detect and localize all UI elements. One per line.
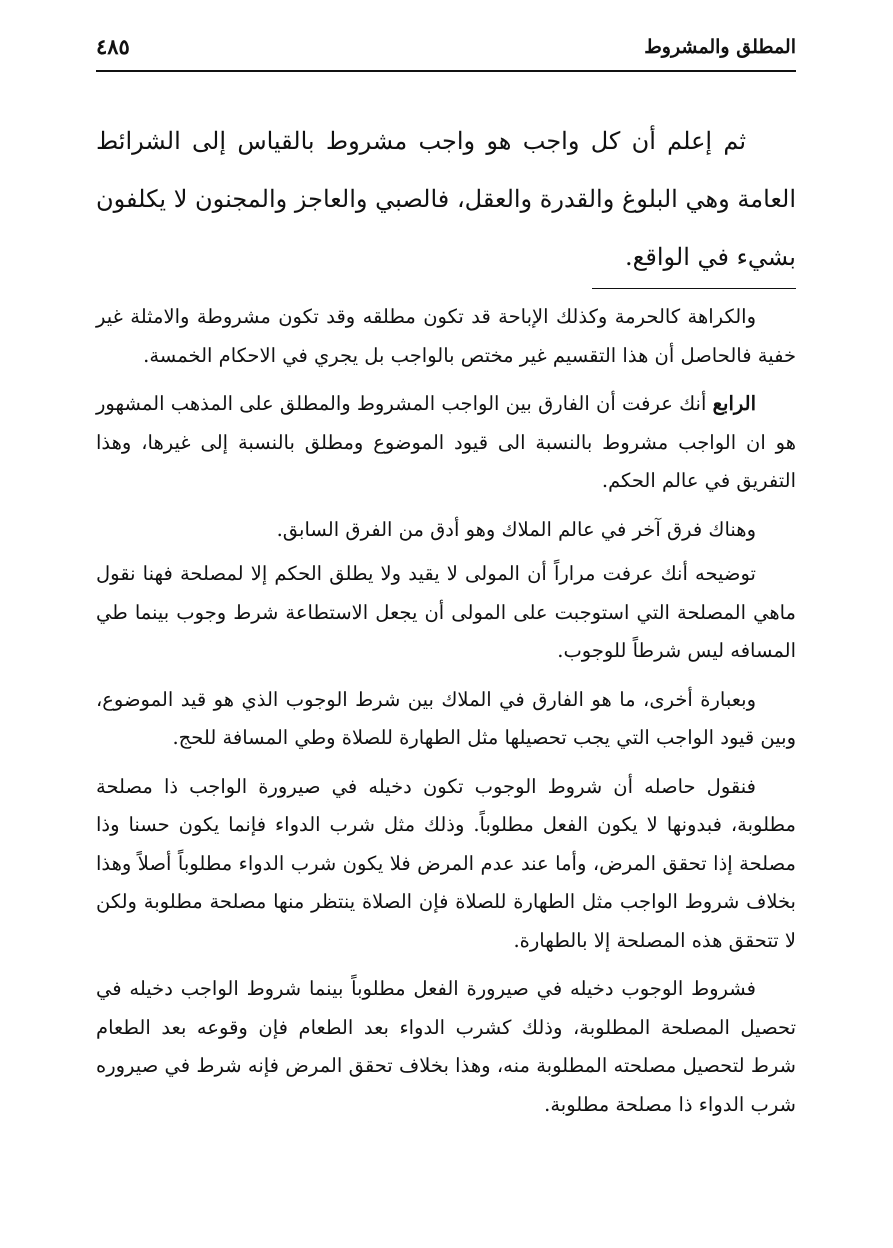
footnote-paragraph-6: فنقول حاصله أن شروط الوجوب تكون دخيله في صيرورة الواجب ذا مصلحة مطلوبة، فبدونها لا يكون الفعل مطلوباً. وذلك مثل شرب الدواء فإنما يكون حسنا وذا مصلحة إذا تحقق المرض، وأما عند عدم المرض فلا يكون شرب الدواء مطلوباً أصلاً وهذا بخلاف شروط الواجب مثل الطهارة للصلاة فإن الصلاة ينتظر منها مصلحة مطلوبة ولكن لا تتحقق هذه المصلحة إلا بالطهارة. <box>96 774 796 952</box>
page-number: ٤٨٥ <box>96 34 130 59</box>
footnote-paragraph-3: وهناك فرق آخر في عالم الملاك وهو أدق من الفرق السابق. <box>276 517 756 541</box>
footnote-lead-word: الرابع <box>712 392 756 415</box>
footnote-paragraph-4: توضيحه أنك عرفت مراراً أن المولى لا يقيد ولا يطلق الحكم إلا لمصلحة فهنا نقول ماهي المصلحة التي استوجبت على المولى أن يجعل الاستطاعة شرط وجوب بينما طي المسافه ليس شرطاً للوجوب. <box>96 562 796 662</box>
main-paragraph: ثم إعلم أن كل واجب هو واجب مشروط بالقياس إلى الشرائط العامة وهي البلوغ والقدرة والعقل، فالصبي والعاجز والمجنون لا يكلفون بشيء في الواقع. <box>96 127 796 271</box>
book-page <box>96 30 796 1116</box>
footnote-paragraph-1: والكراهة كالحرمة وكذلك الإباحة قد تكون مطلقه وقد تكون مشروطة والامثلة غير خفية فالحاصل أن هذا التقسيم غير مختص بالواجب بل يجري في الاحكام الخمسة. <box>96 305 796 367</box>
header-rule <box>96 70 796 72</box>
page-header <box>96 30 796 64</box>
footnote-paragraph-7: فشروط الوجوب دخيله في صيرورة الفعل مطلوباً بينما شروط الواجب دخيله في تحصيل المصلحة المطلوبة، وذلك كشرب الدواء بعد الطعام فإن وقوعه بعد الطعام شرط لتحصيل مصلحته المطلوبة منه، وهذا بخلاف تحقق المرض فإنه شرط في صيروره شرب الدواء ذا مصلحة مطلوبة. <box>96 977 796 1116</box>
footnotes-section <box>96 298 796 1134</box>
running-title: المطلق والمشروط <box>644 36 796 58</box>
footnote-separator <box>592 288 796 289</box>
footnote-paragraph-2-text: أنك عرفت أن الفارق بين الواجب المشروط والمطلق على المذهب المشهور هو ان الواجب مشروط بالنسبة الى قيود الموضوع ومطلق بالنسبة إلى غيرها، وهذا التفريق في عالم الحكم. <box>96 392 796 492</box>
footnote-paragraph-5: وبعبارة أخرى، ما هو الفارق في الملاك بين شرط الوجوب الذي هو قيد الموضوع، وبين قيود الواجب التي يجب تحصيلها مثل الطهارة للصلاة وطي المسافة للحج. <box>96 687 796 749</box>
footnote-paragraph-2 <box>96 385 796 501</box>
